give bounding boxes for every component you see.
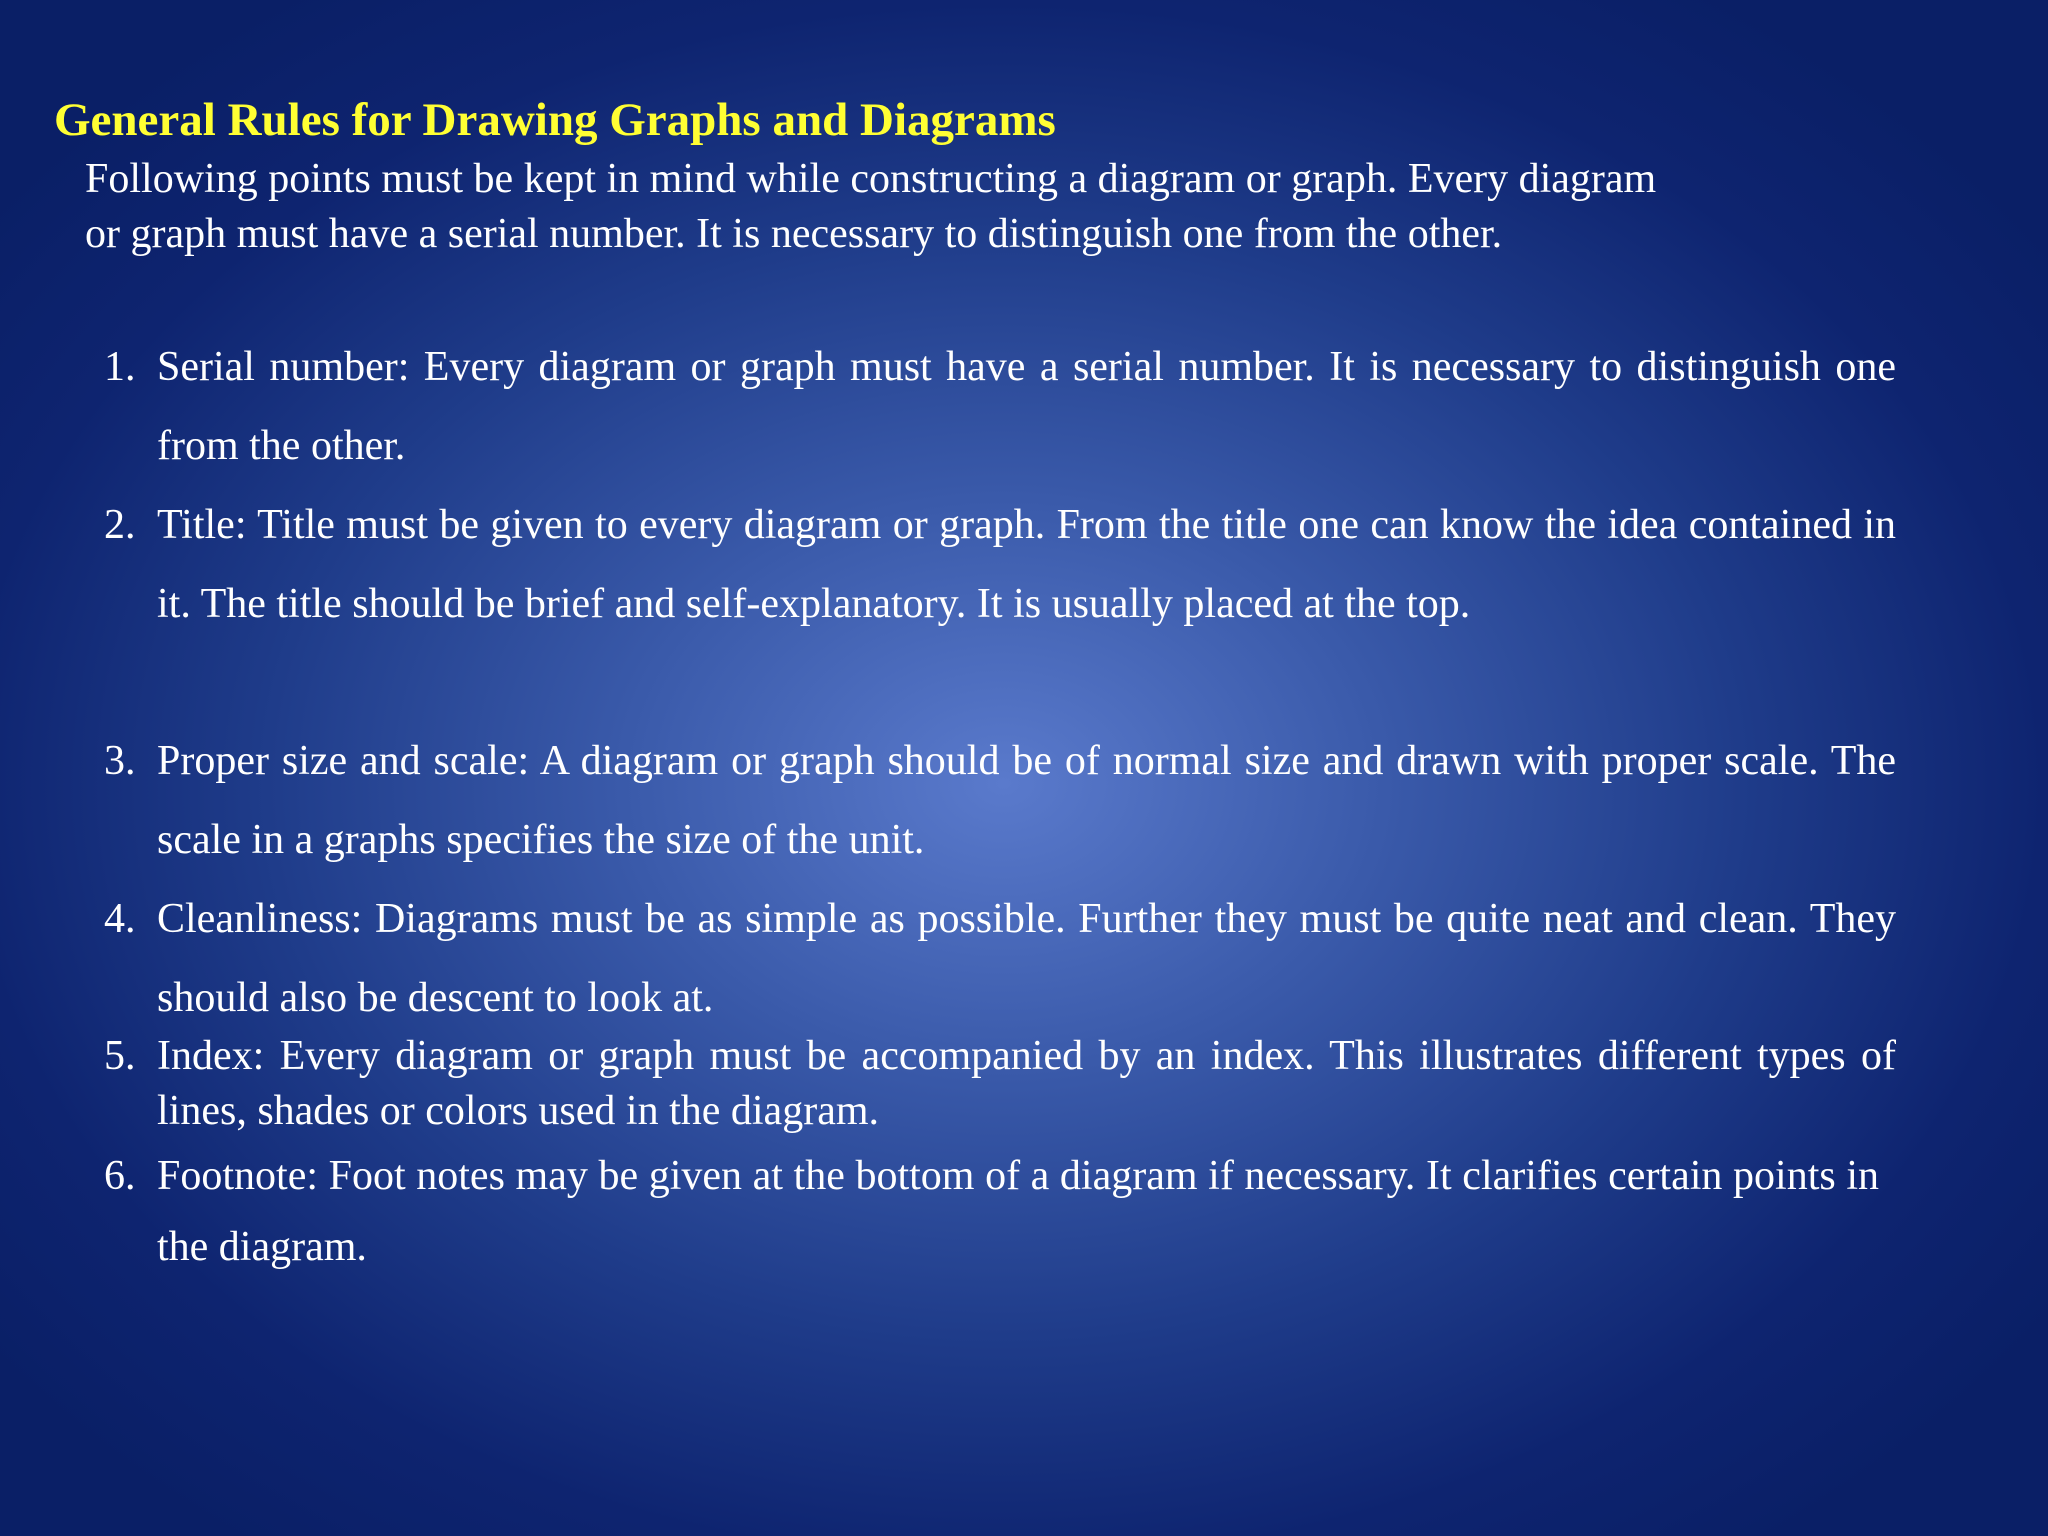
rule-number: 4. — [104, 896, 136, 942]
rule-item-proper-size-and-scale — [104, 722, 1896, 880]
rule-text: Index: Every diagram or graph must be accompanied by an index. This illustrates different types of lines, shades or colors used in the diagram. — [157, 1033, 1896, 1134]
rule-text: Serial number: Every diagram or graph must have a serial number. It is necessary to distinguish one from the other. — [157, 344, 1896, 469]
intro-paragraph — [85, 152, 1925, 262]
rule-item-cleanliness — [104, 880, 1896, 1038]
intro-line: or graph must have a serial number. It is necessary to distinguish one from the other. — [85, 211, 1503, 257]
rule-item-title — [104, 486, 1896, 644]
rule-number: 1. — [104, 344, 136, 390]
rule-text: Title: Title must be given to every diagram or graph. From the title one can know the idea contained in it. The title should be brief and self-explanatory. It is usually placed at the top. — [157, 502, 1896, 627]
rule-text: Proper size and scale: A diagram or graph should be of normal size and drawn with proper scale. The scale in a graphs specifies the size of the unit. — [157, 738, 1896, 863]
rule-number: 5. — [104, 1033, 136, 1079]
intro-line: Following points must be kept in mind while constructing a diagram or graph. Every diagram — [85, 156, 1657, 202]
slide-title: General Rules for Drawing Graphs and Diagrams — [54, 94, 1056, 146]
rule-item-index — [104, 1029, 1896, 1139]
rule-number: 3. — [104, 738, 136, 784]
rule-item-footnote — [104, 1141, 1896, 1283]
rule-text: Footnote: Foot notes may be given at the bottom of a diagram if necessary. It clarifies certain points in the diagram. — [157, 1153, 1879, 1270]
rule-number: 2. — [104, 502, 136, 548]
rule-item-serial-number — [104, 328, 1896, 486]
rule-number: 6. — [104, 1153, 136, 1199]
rule-text: Cleanliness: Diagrams must be as simple as possible. Further they must be quite neat and clean. They should also be descent to look at. — [157, 896, 1896, 1021]
